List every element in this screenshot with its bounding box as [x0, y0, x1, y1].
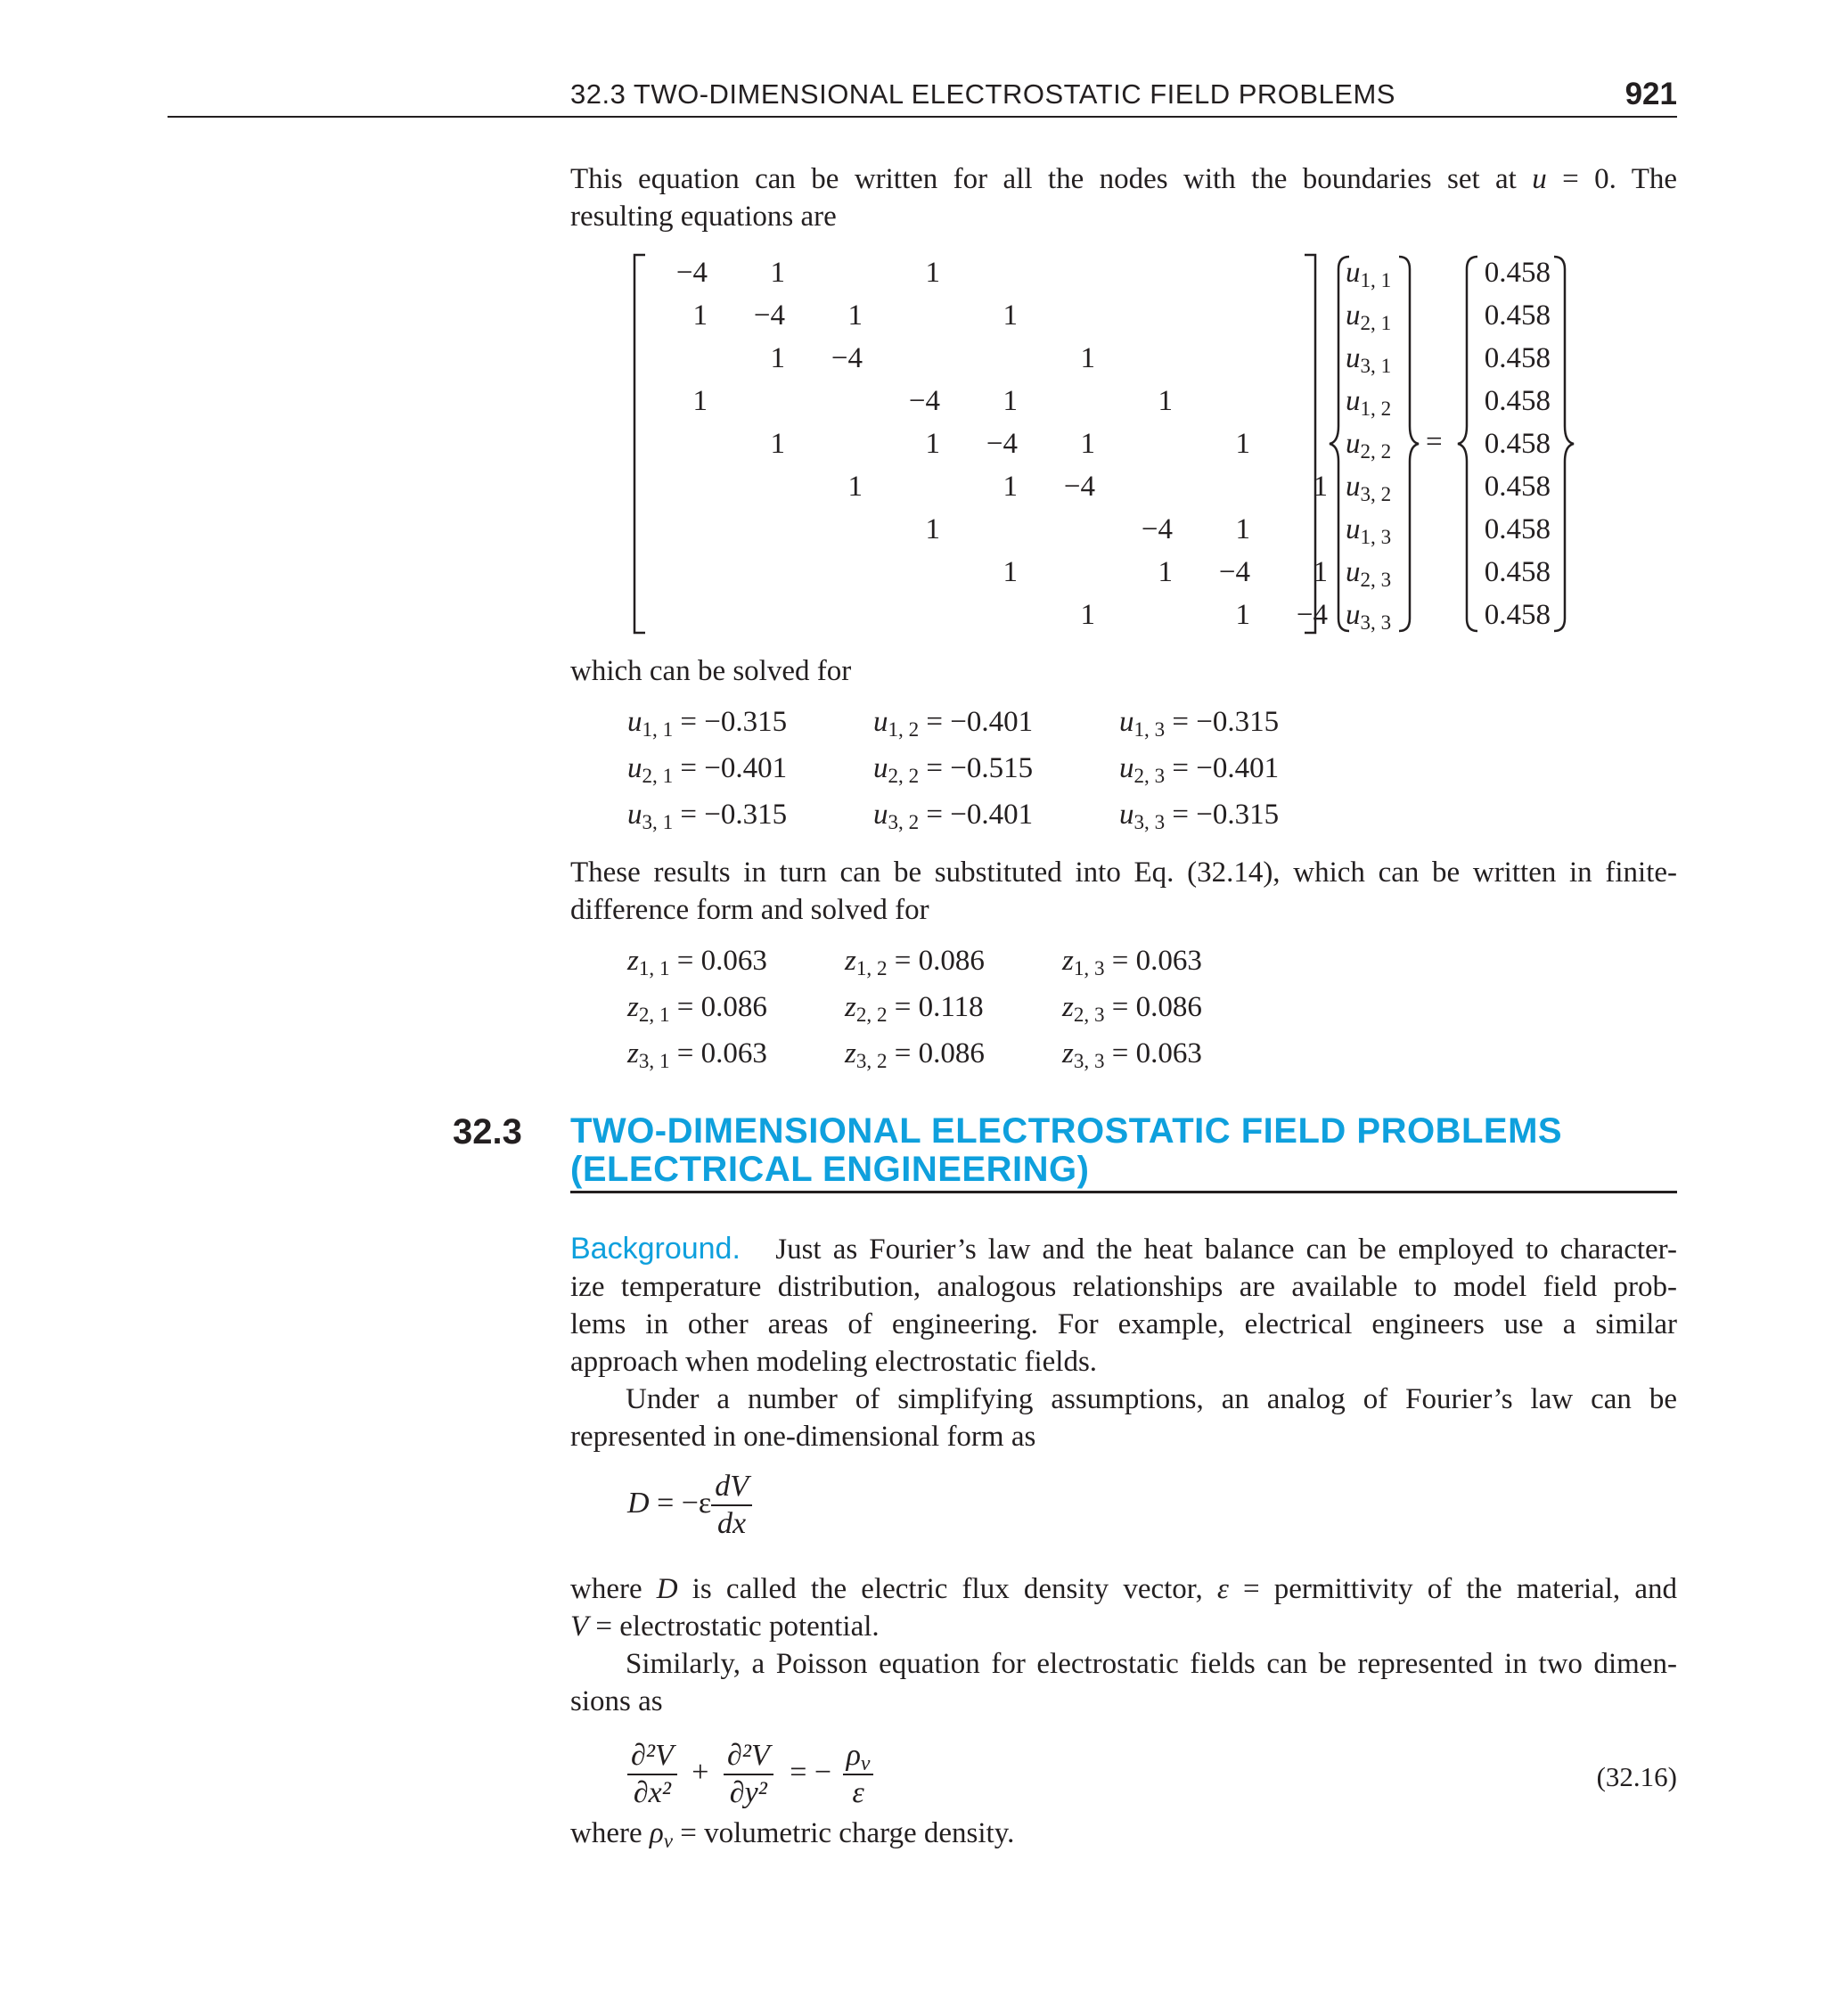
z-sol-entry: $z_{1, 1} = 0.063$ — [627, 945, 767, 979]
matrix-equals-sign: = — [1426, 426, 1443, 458]
z-sol-entry: $z_{3, 2} = 0.086$ — [845, 1037, 985, 1072]
unknown-entry: $u_{2, 1}$ — [1346, 299, 1392, 334]
u-sol-entry: $u_{1, 3} = -0.315$ — [1119, 706, 1280, 741]
unknown-entry: $u_{3, 2}$ — [1346, 471, 1392, 505]
u-sol-entry: $u_{3, 1} = -0.315$ — [627, 799, 788, 833]
header-rule — [168, 116, 1677, 118]
solved-for-text: which can be solved for — [570, 655, 852, 687]
matrix-cell: 1 — [1158, 556, 1173, 588]
substitute-paragraph: These results in turn can be substituted into Eq. (32.14), which can be written in finite- difference form and solved for — [570, 856, 1677, 926]
rhs-entry: 0.458 — [1484, 299, 1551, 332]
matrix-cell: −4 — [675, 257, 708, 289]
matrix-cell: 1 — [1003, 299, 1018, 332]
z-sol-entry: $z_{3, 3} = 0.063$ — [1062, 1037, 1202, 1072]
page-number: 921 — [1624, 77, 1677, 111]
matrix-cell: 1 — [847, 299, 863, 332]
matrix-cell: −4 — [1218, 556, 1250, 588]
u-sol-entry: $u_{1, 2} = -0.401$ — [873, 706, 1034, 741]
matrix-cell: 1 — [925, 513, 940, 545]
matrix-cell: 1 — [1158, 385, 1173, 417]
z-sol-entry: $z_{3, 1} = 0.063$ — [627, 1037, 767, 1072]
matrix-cell: 1 — [1235, 599, 1250, 631]
matrix-cell: −4 — [831, 342, 863, 374]
running-header-title: 32.3 TWO-DIMENSIONAL ELECTROSTATIC FIELD PROBLEMS — [570, 78, 1395, 110]
rhs-entry: 0.458 — [1484, 471, 1551, 503]
z-sol-entry: $z_{2, 1} = 0.086$ — [627, 991, 767, 1026]
matrix-cell: −4 — [1141, 513, 1173, 545]
matrix-cell: −4 — [908, 385, 940, 417]
section-rule — [570, 1191, 1677, 1193]
section-title: TWO-DIMENSIONAL ELECTROSTATIC FIELD PROBLEMS (ELECTRICAL ENGINEERING) — [570, 1111, 1563, 1189]
u-sol-entry: $u_{1, 1} = -0.315$ — [627, 706, 788, 741]
equation-poisson: $\frac{\text{∂²V}}{\text{∂x²}}$ + $\frac{\text{∂²V}}{\text{∂y²}}$ = − $\frac{\rho_v}{\varepsilon}$ — [627, 1738, 873, 1811]
matrix-cell: −4 — [1063, 471, 1095, 503]
where-rho-text: where $\rho_v$ = volumetric charge density. — [570, 1817, 1015, 1852]
rhs-entry: 0.458 — [1484, 342, 1551, 374]
matrix-cell: 1 — [1003, 385, 1018, 417]
u-sol-entry: $u_{2, 2} = -0.515$ — [873, 752, 1034, 787]
matrix-cell: 1 — [692, 385, 708, 417]
matrix-cell: 1 — [847, 471, 863, 503]
rhs-entry: 0.458 — [1484, 513, 1551, 545]
matrix-cell: 1 — [1080, 342, 1095, 374]
u-solutions — [627, 701, 1429, 843]
matrix-cell: 1 — [770, 342, 785, 374]
u-sol-entry: $u_{3, 2} = -0.401$ — [873, 799, 1034, 833]
matrix-cell: 1 — [1313, 556, 1328, 588]
equation-label: (32.16) — [1596, 1761, 1677, 1792]
z-solutions — [627, 939, 1429, 1082]
matrix-cell: 1 — [1080, 599, 1095, 631]
background-paragraph: Background. Just as Fourier’s law and the heat balance can be employed to character- ize temperature distribution, analogous relationships are available to model field prob- lems in other areas of engineering. For example, electrical engineers use a similar approach when modeling electrostatic fields. Under a number of simplifying assumptions, an analog of Fourier’s law can be represented in one-dimensional form as — [570, 1232, 1678, 1453]
unknown-entry: $u_{1, 1}$ — [1346, 257, 1392, 291]
matrix-cell: 1 — [1080, 428, 1095, 460]
matrix-cell: 1 — [925, 428, 940, 460]
unknown-entry: $u_{3, 3}$ — [1346, 599, 1392, 634]
intro-paragraph — [570, 160, 1677, 235]
matrix-cell: 1 — [1235, 428, 1250, 460]
unknown-entry: $u_{2, 3}$ — [1346, 556, 1392, 591]
u-sol-entry: $u_{2, 3} = -0.401$ — [1119, 752, 1280, 787]
z-sol-entry: $z_{1, 2} = 0.086$ — [845, 945, 985, 979]
rhs-entry: 0.458 — [1484, 556, 1551, 588]
background-label: Background. — [570, 1232, 741, 1266]
matrix-equation — [627, 251, 1575, 640]
z-sol-entry: $z_{1, 3} = 0.063$ — [1062, 945, 1202, 979]
rhs-entry: 0.458 — [1484, 428, 1551, 460]
equation-flux-density: D = −ε $\frac{dV}{dx}$ — [627, 1469, 752, 1542]
rhs-entry: 0.458 — [1484, 599, 1551, 631]
matrix-cell: 1 — [925, 257, 940, 289]
rhs-entry: 0.458 — [1484, 257, 1551, 289]
matrix-cell: 1 — [770, 428, 785, 460]
unknown-entry: $u_{1, 3}$ — [1346, 513, 1392, 548]
unknown-entry: $u_{1, 2}$ — [1346, 385, 1392, 420]
matrix-cell: 1 — [1003, 556, 1018, 588]
section-number: 32.3 — [453, 1112, 522, 1151]
matrix-cell: −4 — [986, 428, 1018, 460]
matrix-cell: 1 — [1235, 513, 1250, 545]
matrix-cell: 1 — [1313, 471, 1328, 503]
matrix-cell: −4 — [753, 299, 785, 332]
unknown-entry: $u_{3, 1}$ — [1346, 342, 1392, 377]
z-sol-entry: $z_{2, 3} = 0.086$ — [1062, 991, 1202, 1026]
u-sol-entry: $u_{2, 1} = -0.401$ — [627, 752, 788, 787]
intro-line-2: resulting equations are — [570, 201, 837, 233]
matrix-cell: 1 — [692, 299, 708, 332]
where-flux-paragraph: where D is called the electric flux density vector, ε = permittivity of the material, and V = electrostatic potential. Similarly, a Poisson equation for electrostatic fields can be represented in two dimen- sions as — [570, 1573, 1677, 1717]
matrix-cell: 1 — [770, 257, 785, 289]
rhs-entry: 0.458 — [1484, 385, 1551, 417]
matrix-cell: −4 — [1296, 599, 1328, 631]
matrix-cell: 1 — [1003, 471, 1018, 503]
z-sol-entry: $z_{2, 2} = 0.118$ — [845, 991, 984, 1026]
unknown-entry: $u_{2, 2}$ — [1346, 428, 1392, 463]
intro-line-1: This equation can be written for all the nodes with the boundaries set at u = 0. The — [570, 163, 1677, 195]
u-sol-entry: $u_{3, 3} = -0.315$ — [1119, 799, 1280, 833]
